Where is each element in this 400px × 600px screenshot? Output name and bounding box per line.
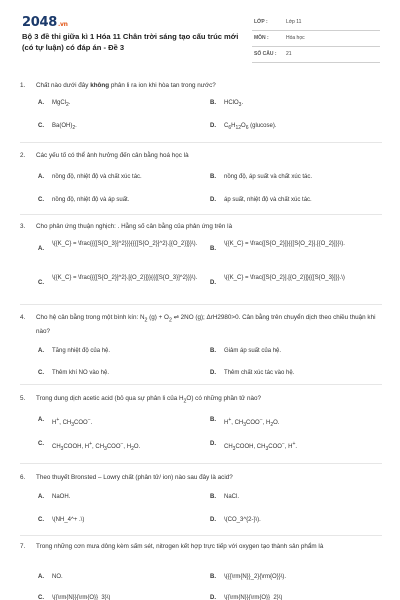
question-3 xyxy=(20,221,382,286)
question-text xyxy=(20,221,382,233)
meta-value: Lớp 11 xyxy=(286,19,302,25)
exam-meta-table xyxy=(252,15,380,63)
option-letter: D. xyxy=(210,280,216,286)
option-text: \({K_C} = \frac{[S{O_2}].[{O_2}]}{{[S{O_3}]}}.\) xyxy=(224,275,345,281)
option-letter: A. xyxy=(38,494,44,500)
question-text xyxy=(20,541,382,553)
question-divider xyxy=(20,214,382,215)
question-number: 4. xyxy=(20,314,26,321)
exam-title: Bộ 3 đề thi giữa kì 1 Hóa 11 Chân trời sáng tạo cấu trúc mới (có tự luận) có đáp án - Đề 3 xyxy=(22,32,239,52)
option-letter: A. xyxy=(38,348,44,354)
question-divider xyxy=(20,463,382,464)
option-text: Tăng nhiệt độ của hệ. xyxy=(52,348,111,354)
option-letter: A. xyxy=(38,246,44,252)
option-text: NaCl. xyxy=(224,494,240,500)
option-letter: B. xyxy=(210,417,216,423)
option-text: \({\rm{N}}{\rm{O}}_2}\) xyxy=(224,595,283,600)
option-text: \({K_C} = \frac{{{[S{O_2}]^2}.[{O_2}]}}{{{[S{O_3}]^2}}}\). xyxy=(52,275,198,281)
meta-row-subject xyxy=(252,31,380,47)
question-body: Cho hệ cân bằng trong một bình kín: $N_2$ $(g) + O_2$ ⇌ 2NO (g); ΔrH2980>0. Cân bằng trên chuyển dịch theo chiều thuận khi nào? xyxy=(36,314,376,336)
question-number: 3. xyxy=(20,223,26,230)
option-letter: B. xyxy=(210,574,216,580)
logo-main: 2048 xyxy=(22,15,57,30)
question-text xyxy=(20,472,382,484)
option-text: nồng độ, nhiệt độ và áp suất. xyxy=(52,197,130,203)
question-text xyxy=(20,312,382,338)
option-text: $C_6H_{12}O_6$ (glucose). xyxy=(224,123,277,132)
question-divider xyxy=(20,142,382,143)
option-letter: C. xyxy=(38,123,44,129)
option-letter: C. xyxy=(38,441,44,447)
option-text: NO. xyxy=(52,574,63,580)
question-number: 1. xyxy=(20,82,26,89)
option-text: Thêm chất xúc tác vào hệ. xyxy=(224,370,295,376)
option-text: \(CO_3^{2-}\). xyxy=(224,517,261,523)
option-letter: A. xyxy=(38,174,44,180)
option-letter: D. xyxy=(210,370,216,376)
meta-row-count xyxy=(252,47,380,63)
option-text: $Ba(OH)_2$. xyxy=(52,123,77,132)
question-number: 6. xyxy=(20,474,26,481)
question-body: Theo thuyết Bronsted – Lowry chất (phân tử/ ion) nào sau đây là acid? xyxy=(36,474,233,481)
option-letter: D. xyxy=(210,197,216,203)
option-letter: D. xyxy=(210,595,216,600)
exam-header xyxy=(0,0,400,70)
option-letter: C. xyxy=(38,595,44,600)
option-letter: C. xyxy=(38,280,44,286)
option-letter: B. xyxy=(210,494,216,500)
question-number: 7. xyxy=(20,543,26,550)
meta-row-class xyxy=(252,15,380,31)
option-text: H+, $CH_3COO^-$, $H_2O$. xyxy=(224,417,280,429)
option-text: nồng độ, nhiệt độ và chất xúc tác. xyxy=(52,174,142,180)
question-1 xyxy=(20,80,382,132)
question-4 xyxy=(20,312,382,376)
question-text xyxy=(20,80,382,92)
question-number: 5. xyxy=(20,395,26,402)
option-letter: A. xyxy=(38,417,44,423)
meta-value: 21 xyxy=(286,51,292,57)
option-text: $CH_3COOH$, H+, $CH_3COO^-$, $H_2O$. xyxy=(52,441,141,453)
question-7 xyxy=(20,541,382,600)
option-letter: A. xyxy=(38,100,44,106)
question-number: 2. xyxy=(20,152,26,159)
option-text: NaOH. xyxy=(52,494,71,500)
option-letter: C. xyxy=(38,370,44,376)
option-letter: D. xyxy=(210,123,216,129)
option-letter: A. xyxy=(38,574,44,580)
option-text: nồng độ, áp suất và chất xúc tác. xyxy=(224,174,313,180)
option-text: \({K_C} = \frac{[S{O_2}]}{{[S{O_2}].[{O_2}]}}\). xyxy=(224,241,345,247)
option-text: \({K_C} = \frac{{{[S{O_3}]^2}}}{{{[S{O_2}]^2}.[{O_2}]}}\). xyxy=(52,241,198,247)
meta-label: MÔN : xyxy=(254,35,269,41)
question-divider xyxy=(20,535,382,536)
option-text: Giảm áp suất của hệ. xyxy=(224,348,282,354)
option-text: \(NH_4^+ .\) xyxy=(52,517,85,523)
question-body: Chất nào dưới đây không phân li ra ion khi hòa tan trong nước? xyxy=(36,82,216,89)
option-text: H+, $CH_3COO^-$. xyxy=(52,417,93,429)
question-body: Trong những cơn mưa dông kèm sấm sét, nitrogen kết hợp trực tiếp với oxygen tạo thành sản phẩm là xyxy=(36,543,324,550)
site-logo[interactable] xyxy=(22,15,68,30)
option-letter: B. xyxy=(210,174,216,180)
question-text xyxy=(20,150,382,162)
meta-label: LỚP : xyxy=(254,19,268,25)
option-letter: B. xyxy=(210,246,216,252)
question-body: Cho phản ứng thuận nghịch: . Hằng số cân bằng của phản ứng trên là xyxy=(36,223,233,230)
option-text: HClO$_3$. xyxy=(224,100,244,109)
option-text: MgCl$_2$. xyxy=(52,100,71,109)
logo-suffix: .vn xyxy=(57,21,68,28)
question-text xyxy=(20,393,382,407)
option-letter: C. xyxy=(38,197,44,203)
option-text: $CH_3COOH$, $CH_3COO^-$, H+. xyxy=(224,441,298,453)
option-letter: D. xyxy=(210,517,216,523)
option-text: \({\rm{N}}{\rm{O}}_3}\) xyxy=(52,595,111,600)
option-text: Thêm khí NO vào hệ. xyxy=(52,370,110,376)
option-text: \({{\rm{N}}_2}{\rm{O}}\). xyxy=(224,574,287,580)
question-divider xyxy=(20,384,382,385)
question-body: Trong dung dịch acetic acid (bỏ qua sự phân li của $H_2O$) có những phần tử nào? xyxy=(36,395,262,405)
option-letter: B. xyxy=(210,100,216,106)
meta-value: Hóa học xyxy=(286,35,305,41)
option-text: áp suất, nhiệt độ và chất xúc tác. xyxy=(224,197,312,203)
question-5 xyxy=(20,393,382,453)
question-6 xyxy=(20,472,382,523)
option-letter: C. xyxy=(38,517,44,523)
option-letter: B. xyxy=(210,348,216,354)
option-letter: D. xyxy=(210,441,216,447)
meta-label: SỐ CÂU : xyxy=(254,51,277,57)
question-2 xyxy=(20,150,382,203)
question-body: Các yếu tố có thể ảnh hưởng đến cân bằng hoá học là xyxy=(36,152,189,159)
question-divider xyxy=(20,304,382,305)
